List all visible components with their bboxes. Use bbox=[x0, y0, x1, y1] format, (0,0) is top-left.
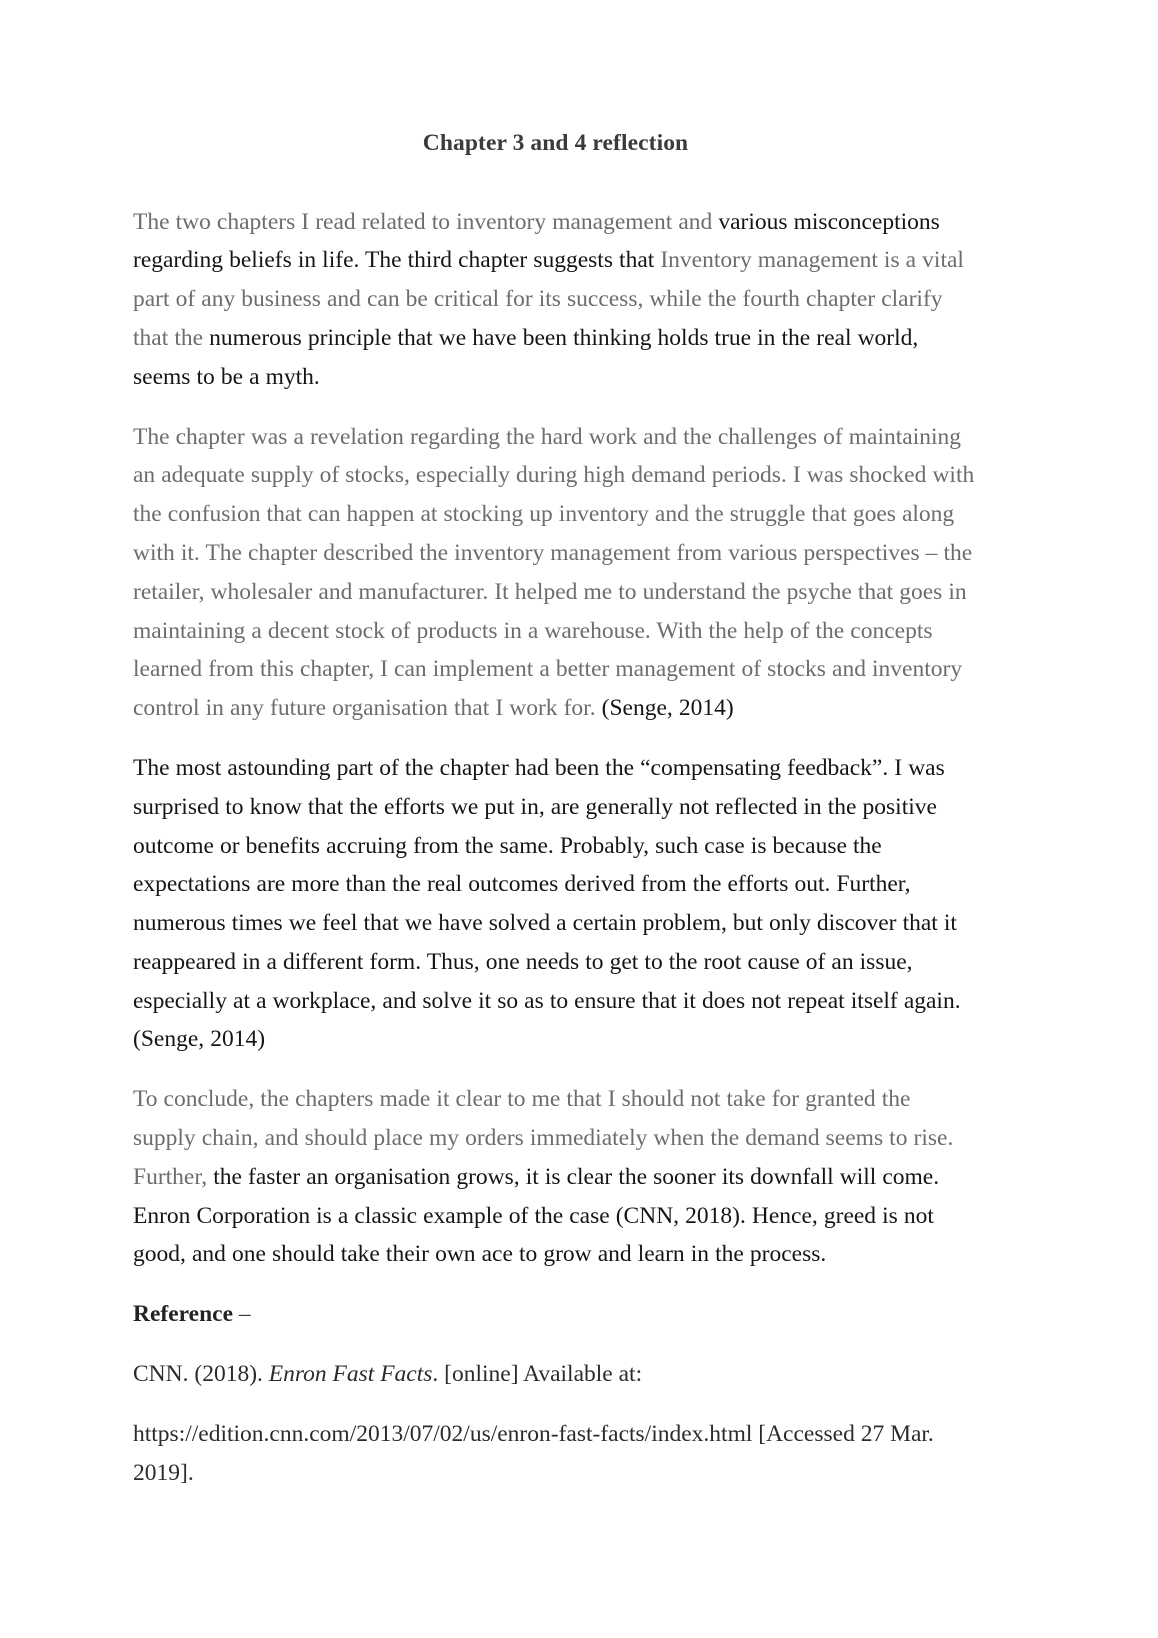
reference-heading bbox=[133, 1295, 978, 1334]
reference-url: https://edition.cnn.com/2013/07/02/us/enron-fast-facts/index.html [Accessed 27 Mar. 2019]. bbox=[133, 1420, 934, 1486]
paragraph-1 bbox=[133, 203, 978, 397]
paragraph-4 bbox=[133, 1080, 978, 1274]
document-body bbox=[133, 128, 978, 1492]
text-run: various misconceptions regarding beliefs in life. The third chapter suggests that bbox=[133, 208, 940, 274]
citation-senge-2014: (Senge, 2014) bbox=[601, 695, 734, 722]
reference-heading-label: Reference bbox=[133, 1301, 234, 1328]
page-title: Chapter 3 and 4 reflection bbox=[422, 130, 689, 156]
text-run: The most astounding part of the chapter had been the “compensating feedback”. I was surprised to know that the efforts we put in, are generally not reflected in the positive outcome or benefits accruing from the same. Probably, such case is because the expectations are more than the real outcomes derived from the efforts out. Further, numerous times we feel that we have solved a certain problem, but only discover that it reappeared in a different form. Thus, one needs to get to the root cause of an issue, especially at a workplace, and solve it so as to ensure that it does not repeat itself again. (Senge, 2014) bbox=[133, 754, 961, 1053]
text-run: To conclude, the chapters made it clear to me that I should not take for granted the supply chain, and should place my orders immediately when the demand seems to rise. Further, bbox=[133, 1086, 954, 1190]
reference-availability: . [online] Available at: bbox=[432, 1361, 643, 1388]
text-run: Inventory management is a vital part of any business and can be critical for its success, while the fourth chapter clarify that the bbox=[133, 247, 964, 351]
reference-title: Enron Fast Facts bbox=[268, 1361, 433, 1388]
reference-entry bbox=[133, 1355, 978, 1394]
text-run: numerous principle that we have been thinking holds true in the real world, seems to be a myth. bbox=[133, 324, 919, 390]
paragraph-3 bbox=[133, 749, 978, 1059]
text-run: The chapter was a revelation regarding the hard work and the challenges of maintaining an adequate supply of stocks, especially during high demand periods. I was shocked with the confusion that can happen at stocking up inventory and the struggle that goes along with it. The chapter described the inventory management from various perspectives – the retailer, wholesaler and manufacturer. It helped me to understand the psyche that goes in maintaining a decent stock of products in a warehouse. With the help of the concepts learned from this chapter, I can implement a better management of stocks and inventory control in any future organisation that I work for. bbox=[133, 423, 975, 722]
reference-author-year: CNN. (2018). bbox=[133, 1361, 269, 1388]
paragraph-2 bbox=[133, 418, 978, 728]
text-run: The two chapters I read related to inventory management and bbox=[133, 208, 719, 235]
reference-heading-dash: – bbox=[233, 1301, 251, 1328]
text-run: the faster an organisation grows, it is clear the sooner its downfall will come. Enron Corporation is a classic example of the case (CNN, 2018). Hence, greed is not good, and one should take their own ace to grow and learn in the process. bbox=[133, 1163, 940, 1268]
